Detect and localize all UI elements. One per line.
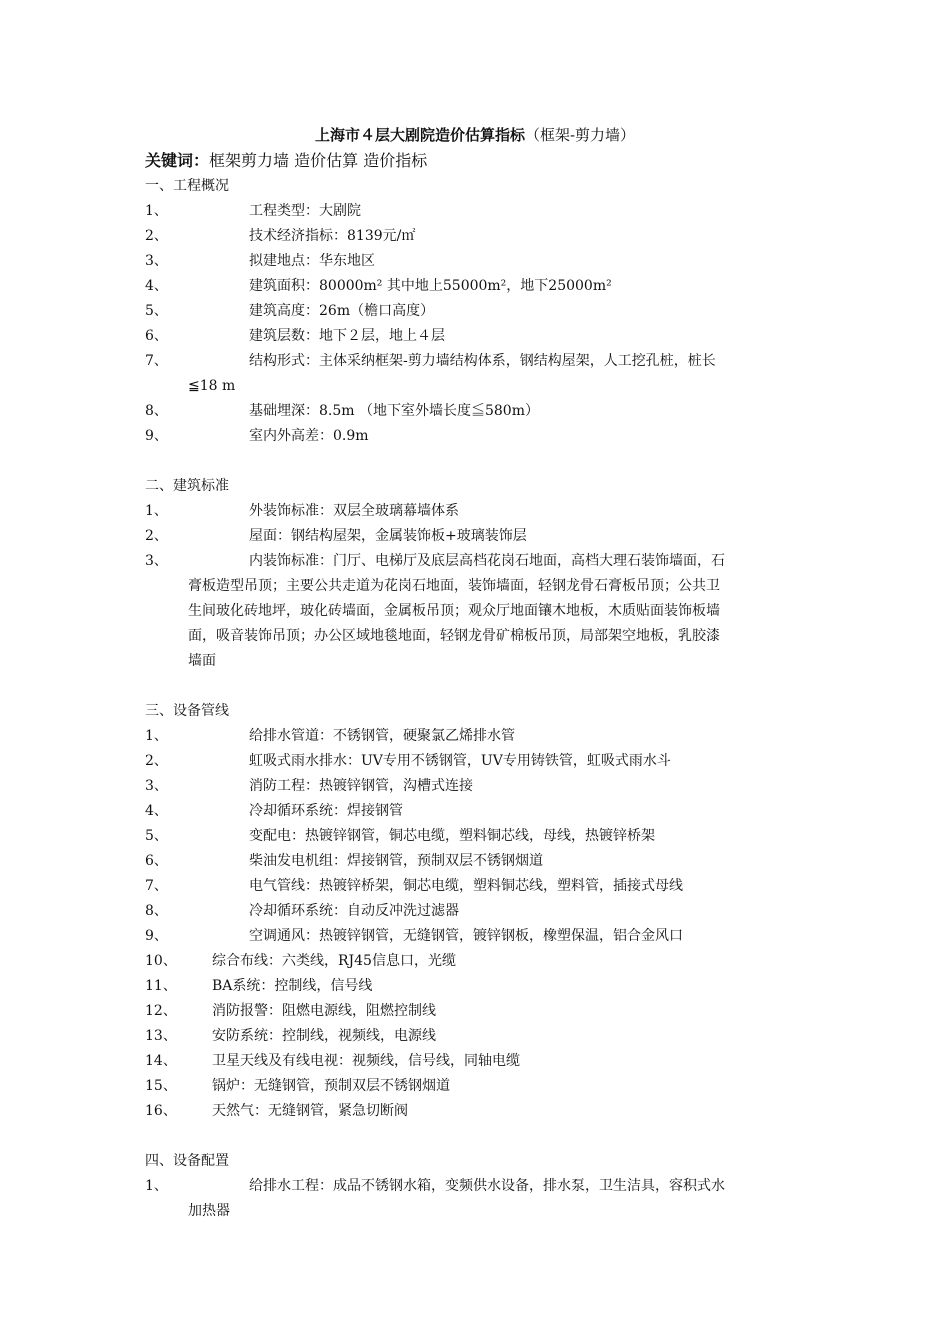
item-text: 基础埋深：8.5m （地下室外墙长度≦580m） [249, 403, 539, 419]
item-text: 柴油发电机组：焊接钢管，预制双层不锈钢烟道 [249, 853, 543, 869]
item-number: 10、 [145, 953, 177, 969]
section-heading-building-standard: 二、建筑标准 [145, 478, 229, 494]
item-number: 2、 [145, 228, 168, 244]
section-heading-equipment-pipelines: 三、设备管线 [145, 703, 229, 719]
item-text: 技术经济指标：8139元/㎡ [249, 228, 416, 244]
item-number: 2、 [145, 528, 168, 544]
item-text-continued: 面，吸音装饰吊顶；办公区域地毯地面，轻钢龙骨矿棉板吊顶，局部架空地板，乳胶漆 [188, 628, 720, 644]
keywords-label: 关键词： [145, 151, 210, 170]
item-text-continued: 膏板造型吊顶；主要公共走道为花岗石地面，装饰墙面，轻钢龙骨石膏板吊顶；公共卫 [188, 578, 720, 594]
item-number: 12、 [145, 1003, 177, 1019]
section-heading-overview: 一、工程概况 [145, 178, 229, 194]
item-text: 变配电：热镀锌钢管，铜芯电缆，塑料铜芯线，母线，热镀锌桥架 [249, 828, 655, 844]
item-text: 工程类型：大剧院 [249, 203, 361, 219]
item-number: 8、 [145, 903, 168, 919]
item-number: 6、 [145, 853, 168, 869]
item-number: 6、 [145, 328, 168, 344]
item-number: 14、 [145, 1053, 177, 1069]
item-text: 冷却循环系统：焊接钢管 [249, 803, 403, 819]
keywords-line [145, 150, 427, 172]
title-main: 上海市４层大剧院造价估算指标 [314, 126, 525, 144]
item-number: 13、 [145, 1028, 177, 1044]
item-text: 给排水工程：成品不锈钢水箱，变频供水设备，排水泵，卫生洁具，容积式水 [249, 1178, 725, 1194]
item-text-continued: 生间玻化砖地坪，玻化砖墙面，金属板吊顶；观众厅地面镶木地板，木质贴面装饰板墙 [188, 603, 720, 619]
item-number: 2、 [145, 753, 168, 769]
item-number: 5、 [145, 828, 168, 844]
item-text: 消防工程：热镀锌钢管，沟槽式连接 [249, 778, 473, 794]
item-number: 4、 [145, 278, 168, 294]
item-text-continued: ≦18 m [188, 378, 236, 394]
item-number: 11、 [145, 978, 177, 994]
item-number: 8、 [145, 403, 168, 419]
item-number: 1、 [145, 503, 168, 519]
item-text: 卫星天线及有线电视：视频线，信号线，同轴电缆 [212, 1053, 520, 1069]
item-text: 天然气：无缝钢管，紧急切断阀 [212, 1103, 408, 1119]
item-number: 3、 [145, 553, 168, 569]
item-text: 安防系统：控制线，视频线，电源线 [212, 1028, 436, 1044]
item-text: 室内外高差：0.9m [249, 428, 369, 444]
item-number: 1、 [145, 1178, 168, 1194]
item-text: 电气管线：热镀锌桥架，铜芯电缆，塑料铜芯线，塑料管，插接式母线 [249, 878, 683, 894]
item-number: 3、 [145, 253, 168, 269]
item-text: 消防报警：阻燃电源线，阻燃控制线 [212, 1003, 436, 1019]
document-title [0, 125, 950, 145]
item-text-continued: 墙面 [188, 653, 216, 669]
item-text: 锅炉：无缝钢管，预制双层不锈钢烟道 [212, 1078, 450, 1094]
item-text: 外装饰标准：双层全玻璃幕墙体系 [249, 503, 459, 519]
item-number: 7、 [145, 878, 168, 894]
item-text: 拟建地点：华东地区 [249, 253, 375, 269]
item-text-continued: 加热器 [188, 1203, 230, 1219]
item-number: 9、 [145, 428, 168, 444]
section-heading-equipment-config: 四、设备配置 [145, 1153, 229, 1169]
item-text: 虹吸式雨水排水：UV专用不锈钢管，UV专用铸铁管，虹吸式雨水斗 [249, 753, 671, 769]
item-number: 1、 [145, 203, 168, 219]
item-text: 结构形式：主体采纳框架-剪力墙结构体系，钢结构屋架，人工挖孔桩，桩长 [249, 353, 716, 369]
item-text: 空调通风：热镀锌钢管，无缝钢管，镀锌钢板，橡塑保温，铝合金风口 [249, 928, 683, 944]
item-number: 3、 [145, 778, 168, 794]
item-number: 16、 [145, 1103, 177, 1119]
item-number: 15、 [145, 1078, 177, 1094]
item-text: 建筑层数：地下２层，地上４层 [249, 328, 445, 344]
item-number: 5、 [145, 303, 168, 319]
item-text: 屋面：钢结构屋架，金属装饰板+玻璃装饰层 [249, 528, 527, 544]
item-number: 9、 [145, 928, 168, 944]
item-number: 7、 [145, 353, 168, 369]
keywords-value: 框架剪力墙 造价估算 造价指标 [209, 151, 428, 170]
item-text: BA系统：控制线，信号线 [212, 978, 373, 994]
item-text: 给排水管道：不锈钢管，硬聚氯乙烯排水管 [249, 728, 515, 744]
item-text: 建筑高度：26m（檐口高度） [249, 303, 435, 319]
item-text: 冷却循环系统：自动反冲洗过滤器 [249, 903, 459, 919]
item-text: 内装饰标准：门厅、电梯厅及底层高档花岗石地面，高档大理石装饰墙面，石 [249, 553, 725, 569]
title-sub: （框架-剪力墙） [524, 126, 636, 144]
item-text: 建筑面积：80000m² 其中地上55000m²，地下25000m² [249, 278, 612, 294]
item-number: 4、 [145, 803, 168, 819]
item-text: 综合布线：六类线，RJ45信息口，光缆 [212, 953, 456, 969]
item-number: 1、 [145, 728, 168, 744]
